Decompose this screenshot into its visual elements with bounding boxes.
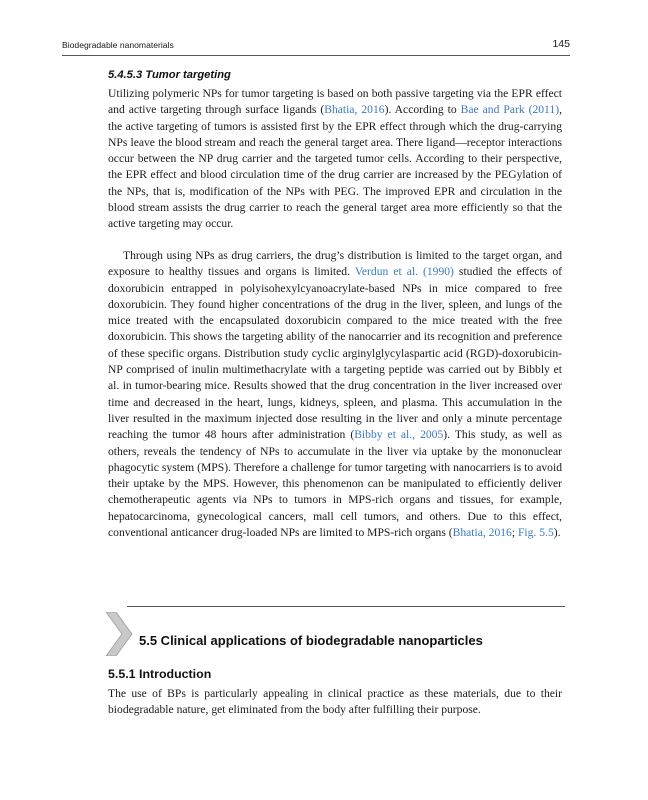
citation-link[interactable]: Verdun et al. (1990) xyxy=(354,265,454,279)
citation-link[interactable]: Fig. 5.5 xyxy=(517,526,554,540)
page-number: 145 xyxy=(552,38,570,50)
running-head xyxy=(62,37,570,56)
citation-link[interactable]: Bibby et al., 2005 xyxy=(354,428,444,442)
running-title: Biodegradable nanomaterials xyxy=(62,40,174,50)
citation-link[interactable]: Bhatia, 2016 xyxy=(324,103,385,117)
subsection-heading-tumor-targeting: 5.4.5.3 Tumor targeting xyxy=(108,69,231,81)
paragraph-tumor-targeting-1: Utilizing polymeric NPs for tumor targeting is based on both passive targeting via the EPR effect and active targeting through surface ligands (Bhatia, 2016). According to Bae and Park (2011), the active targeting of tumors is assisted first by the EPR effect through which the drug-carrying NPs leave the blood stream and reach the general target area. There ligand—receptor interactions occur between the NP drug carrier and the targeted tumor cells. According to their perspective, the EPR effect and blood circulation time of the drug carrier are increased by the PEGylation of the NPs, that is, modification of the NPs with PEG. The improved EPR and circulation in the blood stream assists the drug carrier to reach the general target area more efficiently so that the active targeting may occur. xyxy=(108,87,562,231)
subsection-heading-introduction: 5.5.1 Introduction xyxy=(108,667,212,681)
section-divider xyxy=(127,606,565,607)
citation-link[interactable]: Bhatia, 2016 xyxy=(452,526,512,540)
chevron-right-icon xyxy=(106,612,134,656)
paragraph-introduction: The use of BPs is particularly appealing in clinical practice as these materials, due to their biodegradable nature, get eliminated from the body after fulfilling their purpose. xyxy=(108,687,562,717)
paragraph-tumor-targeting-2: Through using NPs as drug carriers, the drug’s distribution is limited to the target organ, and exposure to healthy tissues and organs is limited. Verdun et al. (1990) studied the effects of doxorubicin entrapped in polyisohexylcyanoacrylate-based NPs in mice compared to free doxorubicin. They found higher concentrations of the drug in the liver, spleen, and lungs of the mice treated with the encapsulated doxorubicin compared to the mice treated with the free doxorubicin. This shows the targeting ability of the nanocarrier and its recognition and preference of these specific organs. Distribution study cyclic arginylglycylaspartic acid (RGD)-doxorubicin-NP comprised of inulin multimethacrylate with a targeting peptide was carried out by Bibbly et al. in tumor-bearing mice. Results showed that the drug concentration in the liver increased over time and decreased in the heart, lungs, kidneys, spleen, and plasma. This accumulation in the liver resulted in the maximum injected dose resulting in the liver and only a minute percentage reaching the tumor 48 hours after administration (Bibby et al., 2005). This study, as well as others, reveals the tendency of NPs to accumulate in the liver via uptake by the mononuclear phagocytic system (MPS). Therefore a challenge for tumor targeting with nanocarriers is to avoid their uptake by the MPS. However, this phenomenon can be manipulated to efficiently deliver chemotherapeutic agents via NPs to tumors in MPS-rich organs and tissues, for example, hepatocarcinoma, gynecological cancers, mall cell tumors, and others. Due to this effect, conventional anticancer drug-loaded NPs are limited to MPS-rich organs (Bhatia, 2016; Fig. 5.5). xyxy=(108,249,562,540)
section-heading-clinical-applications: 5.5 Clinical applications of biodegradable nanoparticles xyxy=(139,633,483,648)
citation-link[interactable]: Bae and Park (2011) xyxy=(460,103,560,117)
